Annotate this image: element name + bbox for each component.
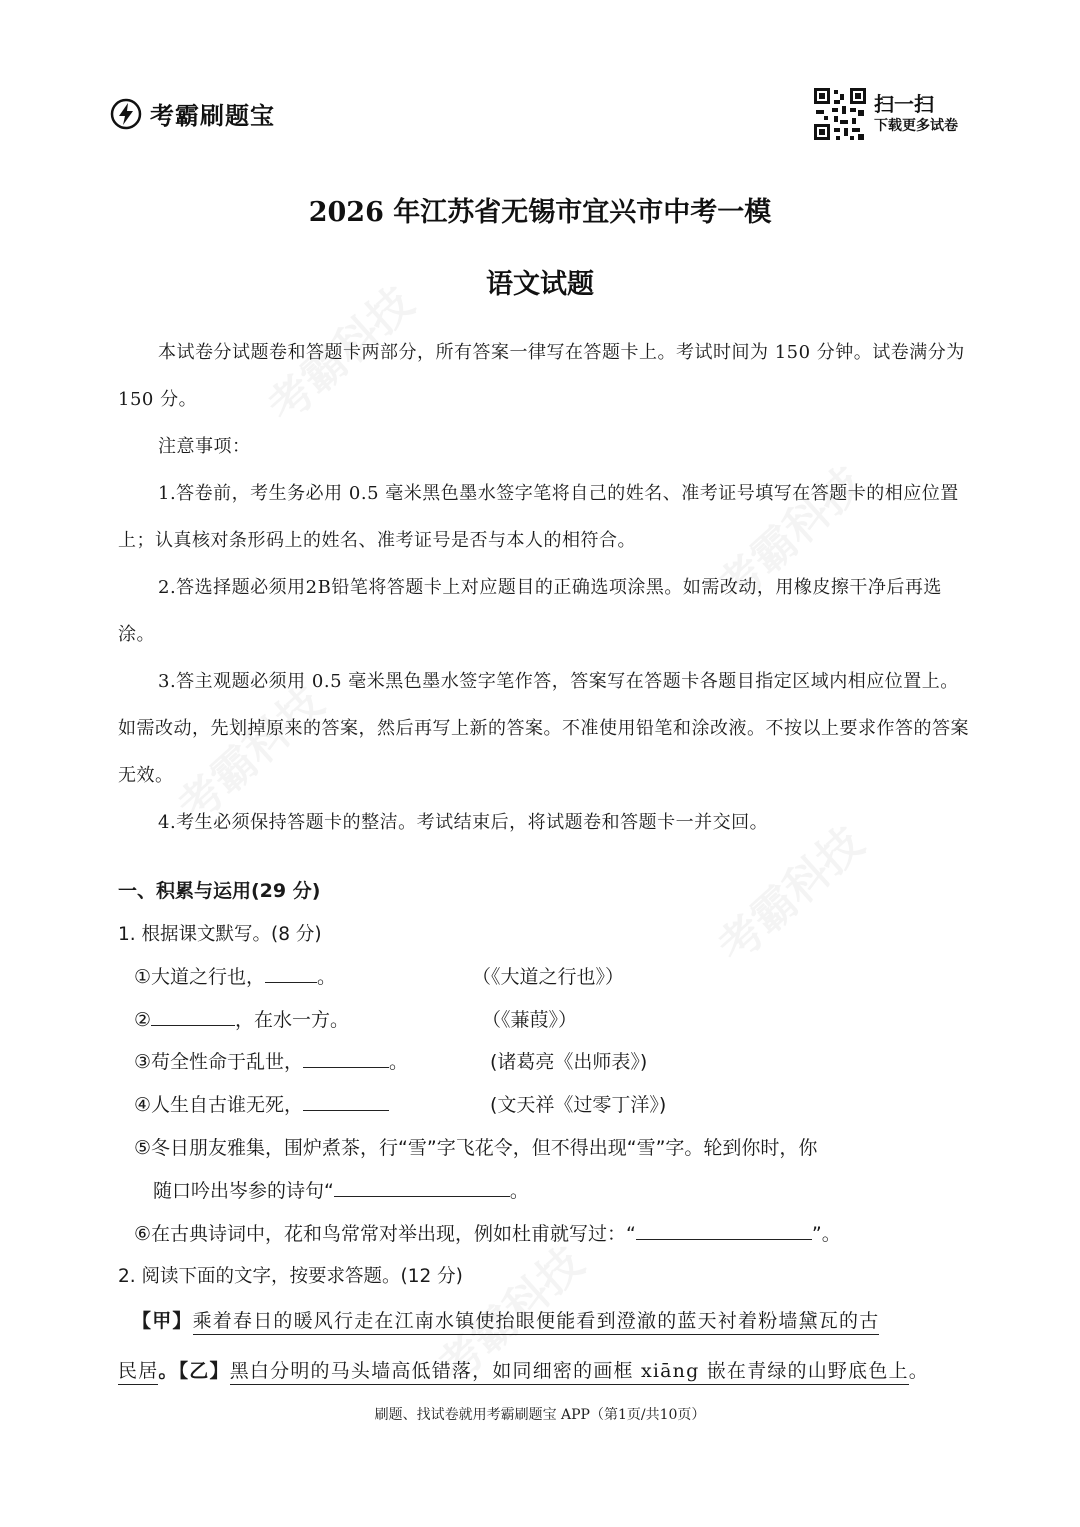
qr-subtitle: 下载更多试卷 xyxy=(874,118,958,134)
exam-subtitle: 语文试题 xyxy=(486,269,594,300)
watermark: 考霸科技 xyxy=(168,677,334,834)
watermark: 考霸科技 xyxy=(708,817,874,974)
answer-blank[interactable] xyxy=(303,1090,389,1111)
recite-item-4: ④人生自古谁无死， xyxy=(134,1090,389,1117)
qr-title: 扫一扫 xyxy=(874,92,934,116)
passage-jia-text: 乘着春日的暖风行走在江南水镇使抬眼便能看到澄澈的蓝天衬着粉墙黛瓦的古 xyxy=(193,1310,880,1335)
recite-item-6: ⑥在古典诗词中，花和鸟常常对举出现，例如杜甫就写过：“ ”。 xyxy=(134,1219,841,1246)
recite-item-5-line2: 随口吟出岑参的诗句“ 。 xyxy=(153,1176,529,1203)
reading-passage: 【甲】乘着春日的暖风行走在江南水镇使抬眼便能看到澄澈的蓝天衬着粉墙黛瓦的古 民居。【乙】黑白分明的马头墙高低错落，如同细密的画框 xiāng 嵌在青绿的山野底色上。 xyxy=(118,1296,970,1396)
answer-blank[interactable] xyxy=(334,1176,510,1197)
watermark: 考霸科技 xyxy=(258,277,424,434)
notice-item-2: 2.答选择题必须用2B铅笔将答题卡上对应题目的正确选项涂黑。如需改动，用橡皮擦干净后再选涂。 xyxy=(118,577,942,645)
notice-item-3: 3.答主观题必须用 0.5 毫米黑色墨水签字笔作答，答案写在答题卡各题目指定区域内相应位置上。如需改动，先划掉原来的答案，然后再写上新的答案。不准使用铅笔和涂改液。不按以上要求作答的答案无效。 xyxy=(118,671,969,786)
question-1-label: 1. 根据课文默写。(8 分) xyxy=(118,924,322,945)
passage-yi-text: 黑白分明的马头墙高低错落，如同细密的画框 xiāng 嵌在青绿的山野底色上 xyxy=(230,1360,909,1385)
notice-item-4: 4.考生必须保持答题卡的整洁。考试结束后，将试题卷和答题卡一并交回。 xyxy=(158,812,769,833)
passage-tag-yi: 。【乙】 xyxy=(158,1360,230,1382)
brand-name: 考霸刷题宝 xyxy=(150,102,275,130)
brand-logo xyxy=(110,96,275,131)
question-2-label: 2. 阅读下面的文字，按要求答题。(12 分) xyxy=(118,1266,463,1287)
passage-jia-text-cont: 民居 xyxy=(118,1360,158,1385)
recite-source-2: （《蒹葭》） xyxy=(482,1009,578,1031)
watermark: 考霸科技 xyxy=(708,457,874,614)
passage-tag-jia: 【甲】 xyxy=(132,1310,193,1332)
answer-blank[interactable] xyxy=(151,1005,235,1026)
answer-blank[interactable] xyxy=(303,1047,389,1068)
recite-item-5: ⑤冬日朋友雅集，围炉煮茶，行“雪”字飞花令，但不得出现“雪”字。轮到你时，你 xyxy=(134,1137,818,1159)
recite-item-2: ② ，在水一方。 xyxy=(134,1005,349,1032)
lightning-icon xyxy=(110,98,142,130)
exam-title: 2026 年江苏省无锡市宜兴市中考一模 xyxy=(308,197,772,228)
recite-source-1: （《大道之行也》） xyxy=(472,966,625,988)
qr-code-icon[interactable] xyxy=(812,86,868,142)
recite-item-3: ③苟全性命于乱世， 。 xyxy=(134,1047,408,1074)
section-heading: 一、积累与运用(29 分) xyxy=(118,880,321,902)
recite-source-3: (诸葛亮《出师表》) xyxy=(490,1051,648,1073)
notice-heading: 注意事项： xyxy=(158,436,251,457)
notice-item-1: 1.答卷前，考生务必用 0.5 毫米黑色墨水签字笔将自己的姓名、准考证号填写在答题卡的相应位置上；认真核对条形码上的姓名、准考证号是否与本人的相符合。 xyxy=(118,483,959,551)
watermark: 考霸科技 xyxy=(428,1237,594,1394)
recite-source-4: (文天祥《过零丁洋》) xyxy=(490,1094,667,1116)
page-footer: 刷题、找试卷就用考霸刷题宝 APP（第1页/共10页） xyxy=(374,1407,706,1423)
answer-blank[interactable] xyxy=(265,962,317,983)
intro-paragraph: 本试卷分试题卷和答题卡两部分，所有答案一律写在答题卡上。考试时间为 150 分钟。试卷满分为 150 分。 xyxy=(118,342,965,410)
answer-blank[interactable] xyxy=(636,1219,812,1240)
recite-item-1: ①大道之行也， 。 xyxy=(134,962,336,989)
qr-download-block[interactable] xyxy=(812,86,958,142)
